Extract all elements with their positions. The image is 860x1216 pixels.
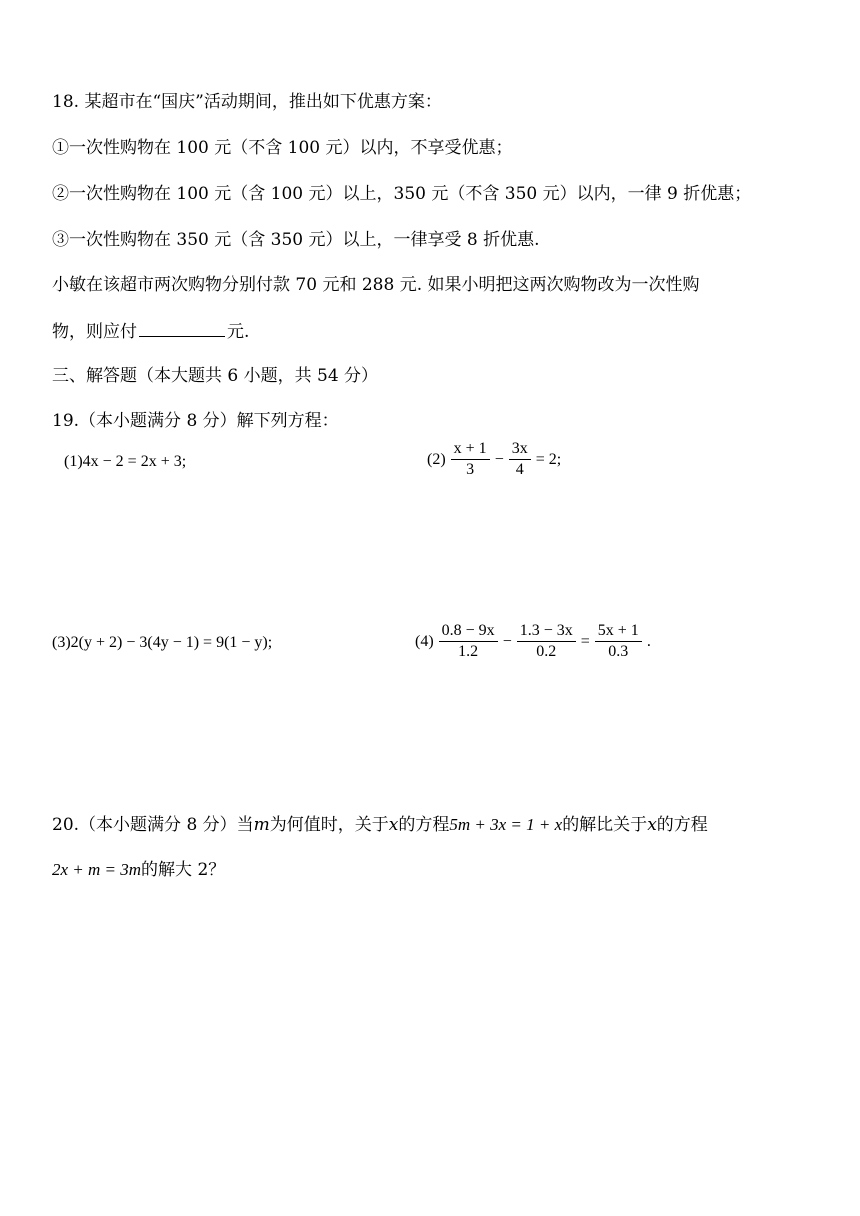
eq2-f2-denominator: 4 xyxy=(515,461,524,478)
q20-part6: 的解大 2？ xyxy=(141,860,226,880)
q18-option1: ①一次性购物在 100 元（不含 100 元）以内，不享受优惠； xyxy=(52,138,513,158)
eq2-fraction-1 xyxy=(451,440,490,479)
answer-blank[interactable] xyxy=(139,318,225,337)
q20-part3: 的方程 xyxy=(398,815,450,835)
eq2-fraction-2 xyxy=(509,440,531,479)
q19-equation-1: (1)4x − 2 = 2x + 3; xyxy=(64,453,187,470)
eq2-minus: − xyxy=(494,450,504,468)
eq4-fraction-3 xyxy=(595,622,642,661)
eq4-fraction-1 xyxy=(439,622,498,661)
eq4-minus: − xyxy=(502,632,512,650)
q19-equation-4 xyxy=(412,622,654,661)
q20-part1: 20.（本小题满分 8 分）当 xyxy=(52,815,254,835)
section3-title: 三、解答题（本大题共 6 小题，共 54 分） xyxy=(52,366,379,386)
eq2-label: (2) xyxy=(427,450,446,468)
eq4-label: (4) xyxy=(415,632,434,650)
q20-var-x2: x xyxy=(647,815,657,835)
eq4-equals: = xyxy=(580,632,590,650)
q18-option2: ②一次性购物在 100 元（含 100 元）以上，350 元（不含 350 元）以内，一律 9 折优惠； xyxy=(52,184,752,204)
q19-title: 19.（本小题满分 8 分）解下列方程： xyxy=(52,411,339,431)
q18-option3: ③一次性购物在 350 元（含 350 元）以上，一律享受 8 折优惠. xyxy=(52,230,540,250)
eq4-f2-denominator: 0.2 xyxy=(536,643,557,660)
eq2-f1-numerator: x + 1 xyxy=(451,440,490,460)
eq4-f2-numerator: 1.3 − 3x xyxy=(517,622,576,642)
eq4-f1-numerator: 0.8 − 9x xyxy=(439,622,498,642)
eq4-f3-numerator: 5x + 1 xyxy=(595,622,642,642)
q20-var-x1: x xyxy=(388,815,399,835)
q18-line6-pre: 物，则应付 xyxy=(52,322,137,342)
eq4-end: . xyxy=(646,632,651,650)
eq2-f2-numerator: 3x xyxy=(509,440,531,460)
q19-equation-3: (3)2(y + 2) − 3(4y − 1) = 9(1 − y); xyxy=(52,634,273,651)
q20-equation-a: 5m + 3x = 1 + x xyxy=(449,815,563,834)
q20-part4: 的解比关于 xyxy=(562,815,648,835)
q18-line6 xyxy=(52,318,249,344)
q18-line1: 18. 某超市在“国庆”活动期间，推出如下优惠方案： xyxy=(52,92,442,112)
q19-equation-2 xyxy=(424,440,564,479)
q20-line2 xyxy=(52,858,225,882)
q18-line5: 小敏在该超市两次购物分别付款 70 元和 288 元. 如果小明把这两次购物改为一次性购 xyxy=(52,275,700,295)
q18-line6-post: 元. xyxy=(227,322,250,342)
eq2-rhs: = 2; xyxy=(535,450,562,468)
eq4-f3-denominator: 0.3 xyxy=(608,643,629,660)
q20-part2: 为何值时，关于 xyxy=(269,815,389,835)
q20-part5: 的方程 xyxy=(656,815,708,835)
q20-line1 xyxy=(52,813,708,837)
q20-var-m: m xyxy=(253,815,270,835)
eq4-f1-denominator: 1.2 xyxy=(458,643,479,660)
q20-equation-b: 2x + m = 3m xyxy=(52,860,142,879)
eq4-fraction-2 xyxy=(517,622,576,661)
eq2-f1-denominator: 3 xyxy=(466,461,475,478)
